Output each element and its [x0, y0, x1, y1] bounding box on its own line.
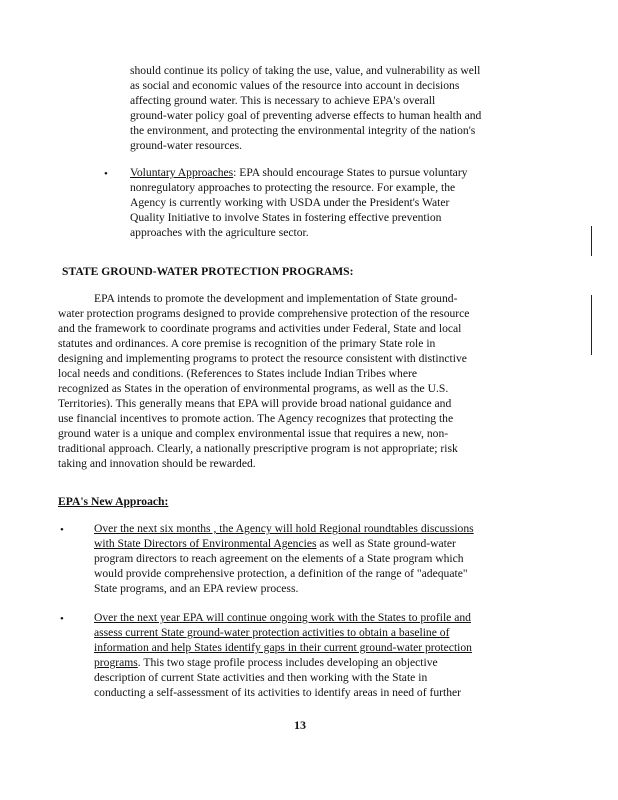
- underlined-text: programs: [94, 656, 138, 669]
- underlined-text: Over the next year EPA will continue ongoing work with the States to profile and: [94, 611, 471, 624]
- bullet-line: [94, 656, 438, 670]
- intro-line: affecting ground water. This is necessary to achieve EPA's overall: [130, 94, 436, 107]
- bullet-line: description of current State activities and then working with the State in: [94, 671, 428, 684]
- paragraph-line: use financial incentives to promote action. The Agency recognizes that protecting the: [58, 412, 454, 425]
- underlined-text: with State Directors of Environmental Agencies: [94, 537, 317, 550]
- intro-line: ground-water resources.: [130, 139, 243, 152]
- intro-line: should continue its policy of taking the use, value, and vulnerability as well: [130, 64, 481, 77]
- bullet-line: [94, 537, 456, 551]
- bullet-line: State programs, and an EPA review process.: [94, 582, 299, 595]
- underlined-text: information and help States identify gaps in their current ground-water protection: [94, 641, 472, 654]
- bullet-icon: •: [60, 524, 64, 536]
- voluntary-line: nonregulatory approaches to protecting the resource. For example, the: [130, 181, 456, 194]
- new-approach-heading: EPA's New Approach:: [58, 495, 169, 508]
- paragraph-line: ground water is a unique and complex environmental issue that requires a new, non-: [58, 427, 449, 440]
- underlined-text: assess current State ground-water protection activities to obtain a baseline of: [94, 626, 450, 639]
- voluntary-title: Voluntary Approaches: [130, 166, 234, 179]
- bullet-line: [94, 626, 449, 640]
- voluntary-line: approaches with the agriculture sector.: [130, 226, 309, 239]
- paragraph-line: and the framework to coordinate programs and activities under Federal, State and local: [58, 322, 462, 335]
- voluntary-first-line-rest: : EPA should encourage States to pursue voluntary: [233, 166, 468, 179]
- intro-line: the environment, and protecting the environmental integrity of the nation's: [130, 124, 476, 137]
- bullet-line: [94, 641, 472, 655]
- paragraph-line: designing and implementing programs to protect the resource consistent with distinctive: [58, 352, 467, 365]
- voluntary-line: Quality Initiative to involve States in fostering effective prevention: [130, 211, 442, 224]
- bullet-line: [94, 611, 471, 625]
- paragraph-line: statutes and ordinances. A core premise is recognition of the primary State role in: [58, 337, 436, 350]
- margin-mark: [591, 226, 592, 256]
- paragraph-line: EPA intends to promote the development and implementation of State ground-: [94, 292, 458, 305]
- paragraph-line: recognized as States in the operation of environmental programs, as well as the U.S.: [58, 382, 449, 395]
- intro-line: as social and economic values of the resource into account in decisions: [130, 79, 460, 92]
- bullet-text: . This two stage profile process includes developing an objective: [137, 656, 438, 669]
- bullet-line: would provide comprehensive protection, a definition of the range of "adequate": [94, 567, 468, 580]
- intro-line: ground-water policy goal of preventing adverse effects to human health and: [130, 109, 482, 122]
- bullet-line: program directors to reach agreement on the elements of a State program which: [94, 552, 464, 565]
- paragraph-line: taking and innovation should be rewarded.: [58, 457, 256, 470]
- voluntary-line: Agency is currently working with USDA under the President's Water: [130, 196, 450, 209]
- paragraph-line: traditional approach. Clearly, a nationally prescriptive program is not appropriate; risk: [58, 442, 458, 455]
- section-heading: STATE GROUND-WATER PROTECTION PROGRAMS:: [62, 265, 354, 278]
- voluntary-first-line: [130, 166, 467, 180]
- margin-mark: [591, 295, 592, 355]
- bullet-line: [94, 522, 474, 536]
- paragraph-line: water protection programs designed to provide comprehensive protection of the resource: [58, 307, 470, 320]
- bullet-icon: •: [104, 168, 108, 180]
- page-number: 13: [294, 718, 306, 732]
- underlined-text: Over the next six months , the Agency will hold Regional roundtables discussions: [94, 522, 474, 535]
- bullet-text: as well as State ground-water: [316, 537, 456, 550]
- paragraph-line: Territories). This generally means that EPA will provide broad national guidance and: [58, 397, 452, 410]
- paragraph-line: local needs and conditions. (References to States include Indian Tribes where: [58, 367, 417, 380]
- bullet-icon: •: [60, 613, 64, 625]
- bullet-line: conducting a self-assessment of its activities to identify areas in need of further: [94, 686, 462, 699]
